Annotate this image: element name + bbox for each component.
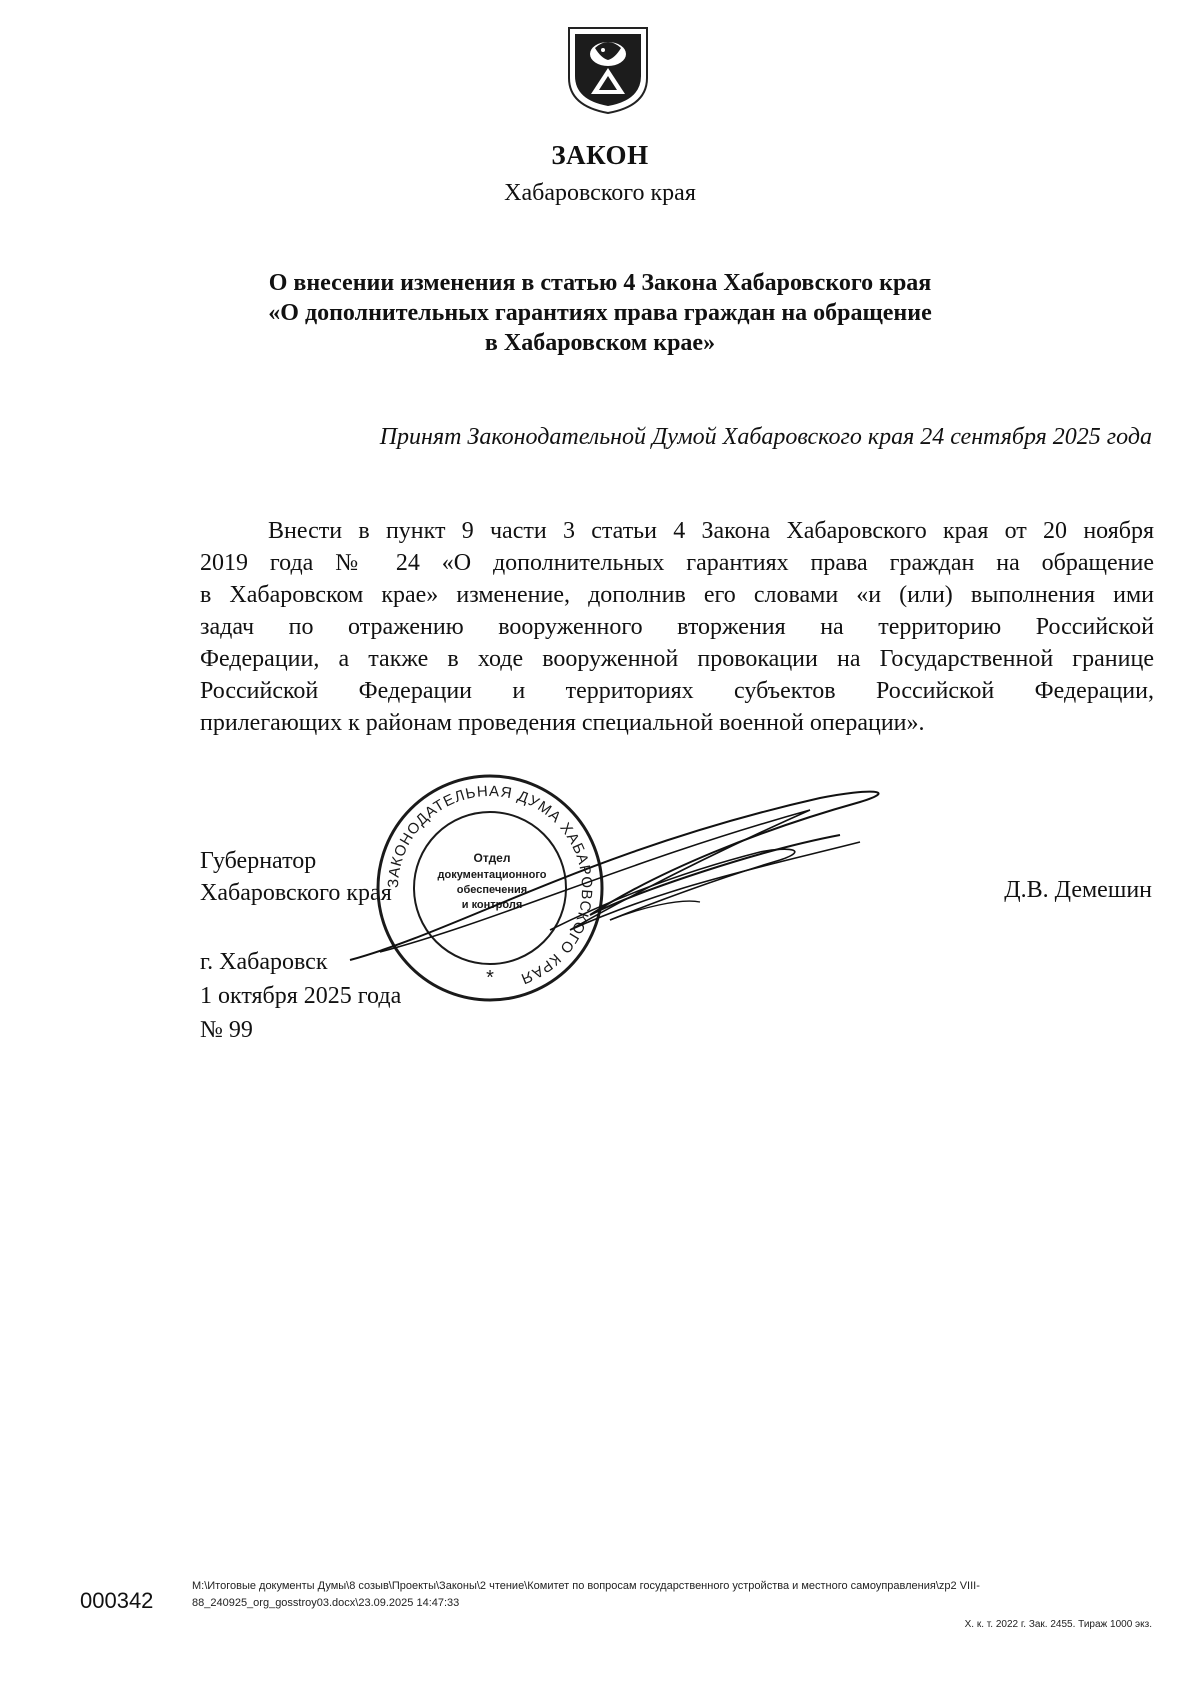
law-number: № 99 bbox=[200, 1017, 253, 1043]
body-line: Российской Федерации и территориях субъектов Российской Федерации, bbox=[200, 678, 1154, 704]
seal-star: * bbox=[486, 967, 494, 989]
law-title-line: О внесении изменения в статью 4 Закона Хабаровского края bbox=[268, 270, 932, 296]
seal-center-text: и контроля bbox=[461, 899, 523, 911]
file-path-line: 88_240925_org_gosstroy03.docx\23.09.2025 14:47:33 bbox=[192, 1597, 460, 1609]
print-info: Х. к. т. 2022 г. Зак. 2455. Тираж 1000 экз. bbox=[964, 1619, 1152, 1630]
coat-of-arms-icon bbox=[565, 24, 651, 116]
governor-name: Д.В. Демешин bbox=[1004, 877, 1152, 903]
law-region: Хабаровского края bbox=[504, 180, 696, 206]
adoption-note: Принят Законодательной Думой Хабаровского края 24 сентября 2025 года bbox=[379, 424, 1152, 450]
seal-center-text: Отдел bbox=[473, 851, 511, 865]
law-body bbox=[200, 515, 1154, 739]
city: г. Хабаровск bbox=[200, 949, 328, 975]
law-title-line: в Хабаровском крае» bbox=[484, 330, 716, 356]
seal-center-text: обеспечения bbox=[456, 884, 528, 896]
law-title-line: «О дополнительных гарантиях права граждан на обращение bbox=[268, 300, 932, 326]
governor-title-line: Губернатор bbox=[200, 848, 317, 874]
seal-center-text: документационного bbox=[437, 869, 547, 881]
body-line: Федерации, а также в ходе вооруженной провокации на Государственной границе bbox=[200, 646, 1154, 672]
signing-date: 1 октября 2025 года bbox=[200, 983, 402, 1009]
file-path-line: M:\Итоговые документы Думы\8 созыв\Проекты\Законы\2 чтение\Комитет по вопросам государственного устройства и местного самоуправления\zp2 VIII- bbox=[192, 1580, 980, 1592]
body-line: Внести в пункт 9 части 3 статьи 4 Закона Хабаровского края от 20 ноября bbox=[268, 518, 1154, 544]
document-serial-number: 000342 bbox=[80, 1588, 154, 1613]
law-title bbox=[0, 268, 1200, 358]
body-line: в Хабаровском крае» изменение, дополнив его словами «и (или) выполнения ими bbox=[200, 582, 1154, 608]
body-line: 2019 года № 24 «О дополнительных гарантиях права граждан на обращение bbox=[200, 550, 1154, 576]
seal-ring-text: ЗАКОНОДАТЕЛЬНАЯ ДУМА ХАБАРОВСКОГО КРАЯ bbox=[384, 782, 596, 988]
body-line: задач по отражению вооруженного вторжения на территорию Российской bbox=[200, 614, 1154, 640]
handwritten-signature-icon bbox=[340, 780, 940, 980]
governor-title-line: Хабаровского края bbox=[200, 880, 392, 906]
body-line: прилегающих к районам проведения специальной военной операции». bbox=[200, 710, 925, 736]
file-path-note bbox=[192, 1578, 1152, 1612]
law-heading: ЗАКОН bbox=[551, 140, 649, 170]
